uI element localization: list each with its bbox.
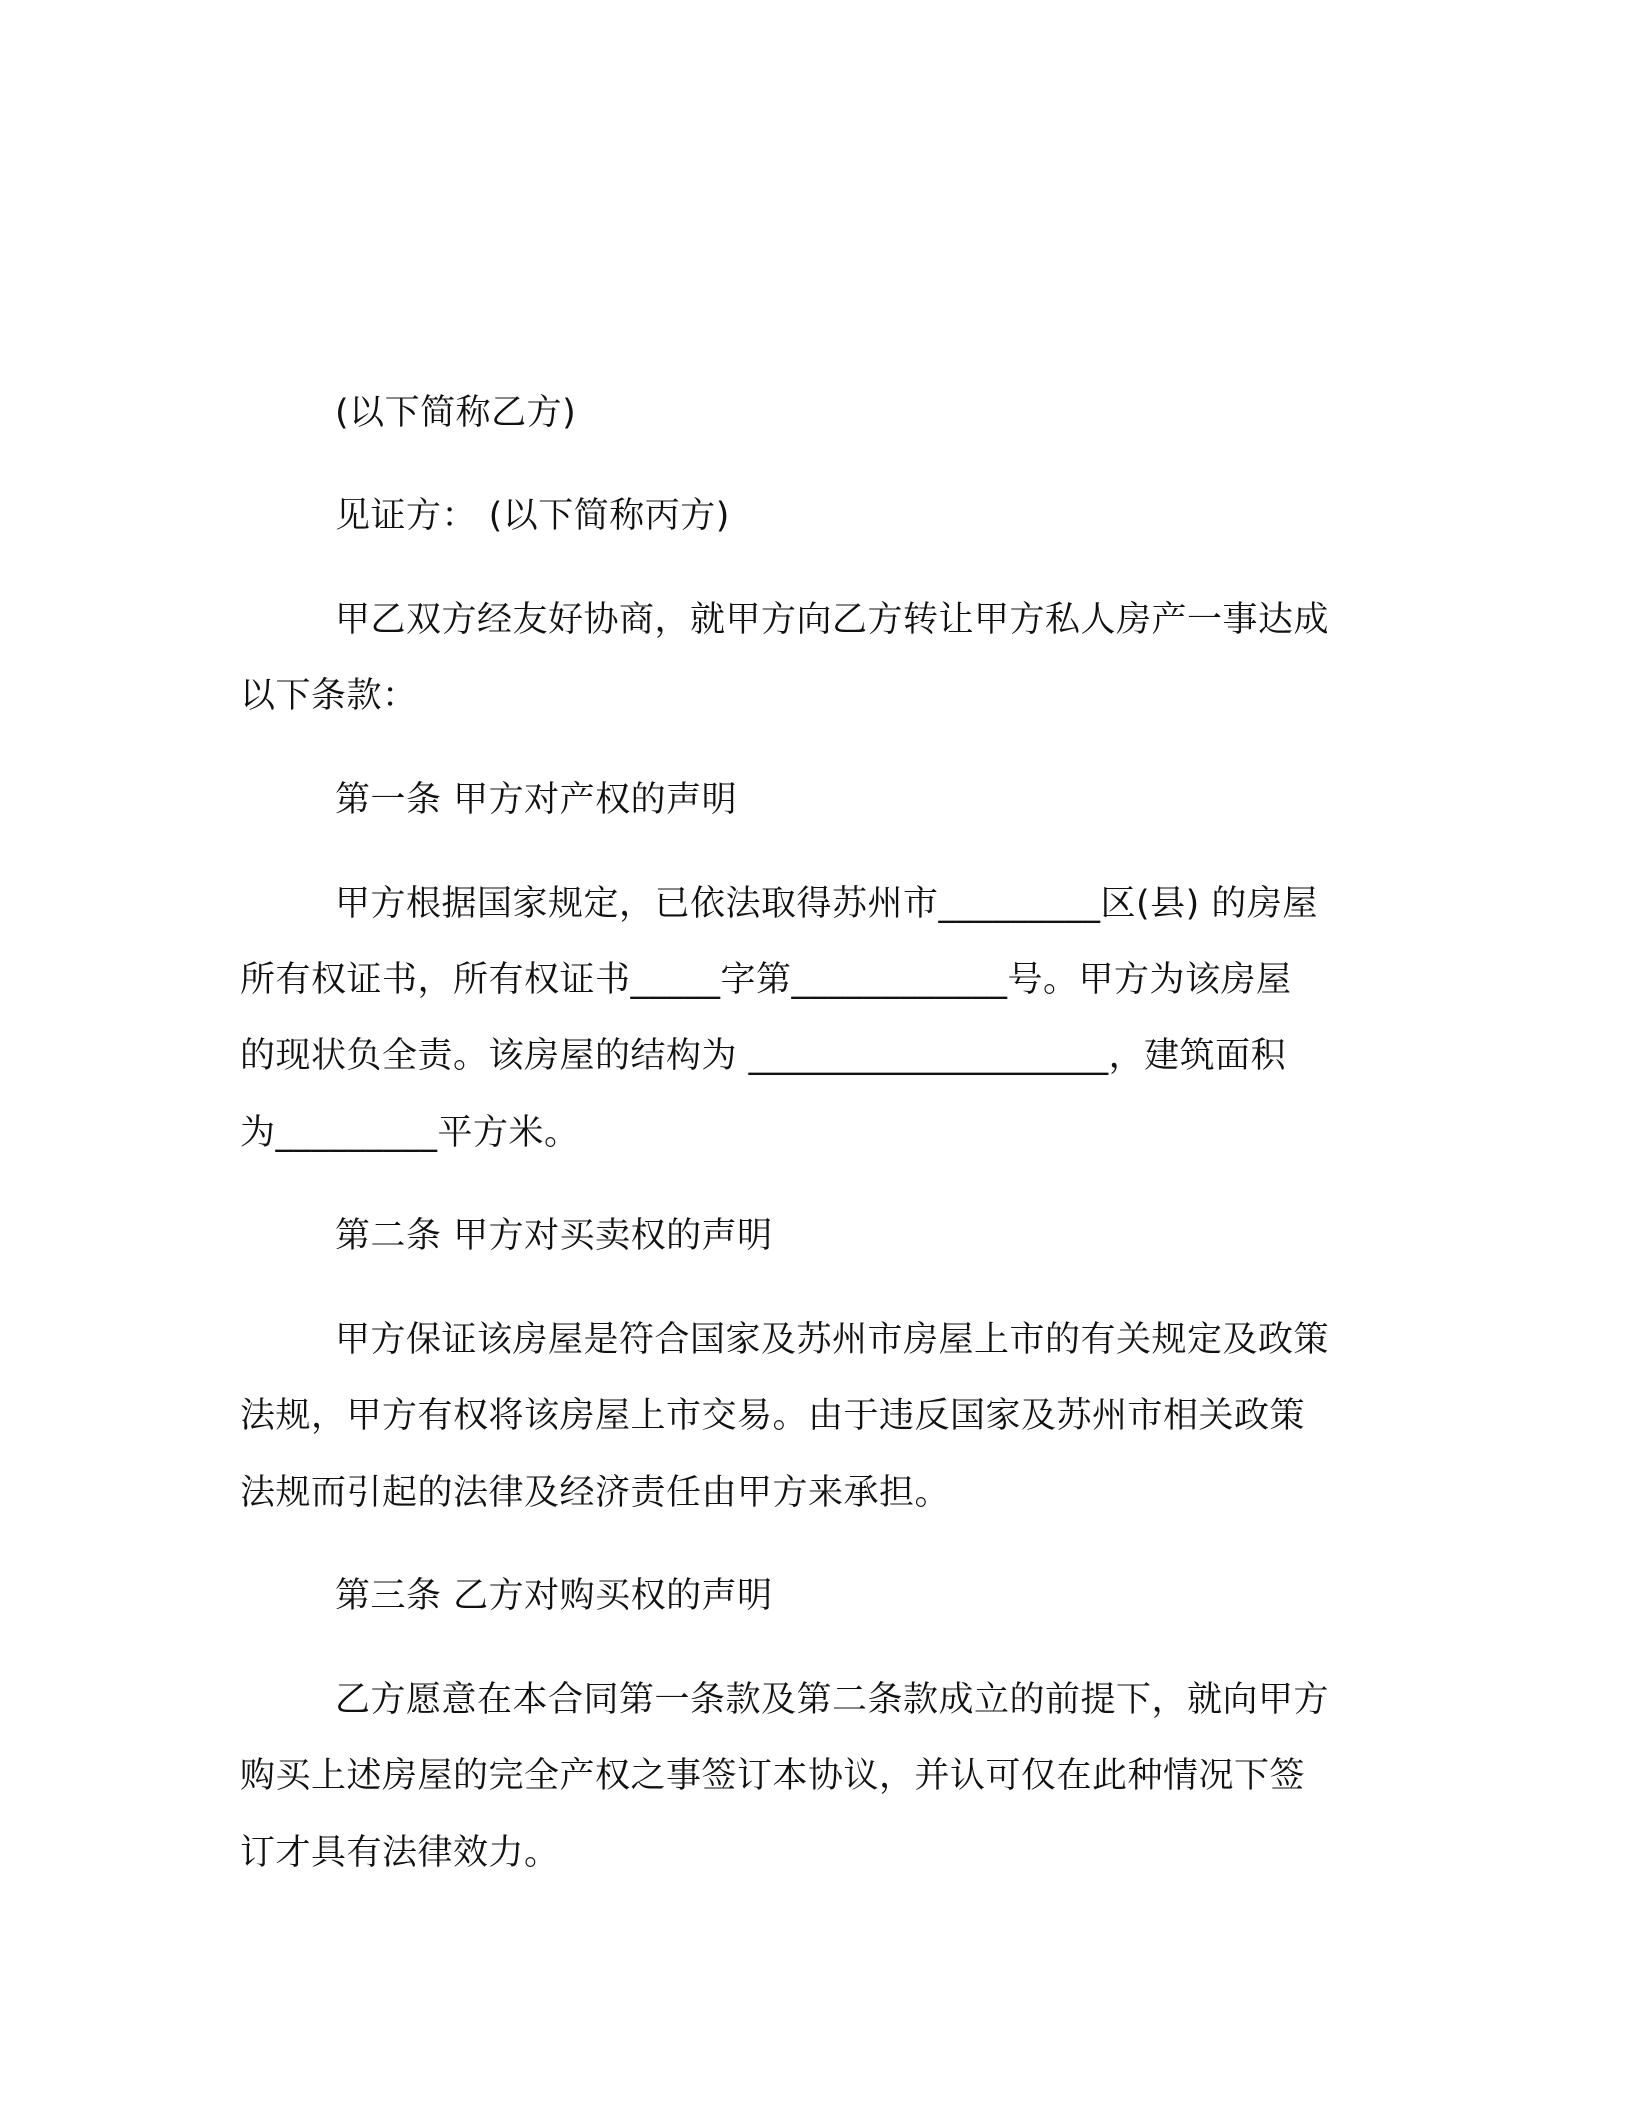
article-1-line-4: 为_________平方米。: [240, 1113, 580, 1153]
article-2-line-2: 法规，甲方有权将该房屋上市交易。由于违反国家及苏州市相关政策: [240, 1396, 1306, 1436]
article-3-line-1: 乙方愿意在本合同第一条款及第二条款成立的前提下，就向甲方: [335, 1680, 1330, 1720]
article-3-line-2: 购买上述房屋的完全产权之事签订本协议，并认可仅在此种情况下签: [240, 1756, 1306, 1796]
article-2-line-1: 甲方保证该房屋是符合国家及苏州市房屋上市的有关规定及政策: [335, 1320, 1330, 1360]
witness-line: 见证方： (以下简称丙方): [335, 496, 730, 536]
article-3-line-3: 订才具有法律效力。: [240, 1833, 560, 1873]
article-2-heading: 第二条 甲方对买卖权的声明: [335, 1216, 773, 1256]
article-2-line-3: 法规而引起的法律及经济责任由甲方来承担。: [240, 1473, 951, 1513]
article-1-line-1: 甲方根据国家规定，已依法取得苏州市_________区(县) 的房屋: [335, 884, 1318, 924]
article-1-line-2: 所有权证书，所有权证书_____字第____________号。甲方为该房屋: [240, 960, 1292, 1000]
intro-paragraph-line-2: 以下条款：: [240, 676, 418, 716]
party-b-line: (以下简称乙方): [335, 393, 577, 433]
article-1-line-3: 的现状负全责。该房屋的结构为 ____________________，建筑面积: [240, 1036, 1287, 1076]
article-1-heading: 第一条 甲方对产权的声明: [335, 780, 738, 820]
intro-paragraph-line-1: 甲乙双方经友好协商，就甲方向乙方转让甲方私人房产一事达成: [335, 600, 1330, 640]
article-3-heading: 第三条 乙方对购买权的声明: [335, 1576, 773, 1616]
